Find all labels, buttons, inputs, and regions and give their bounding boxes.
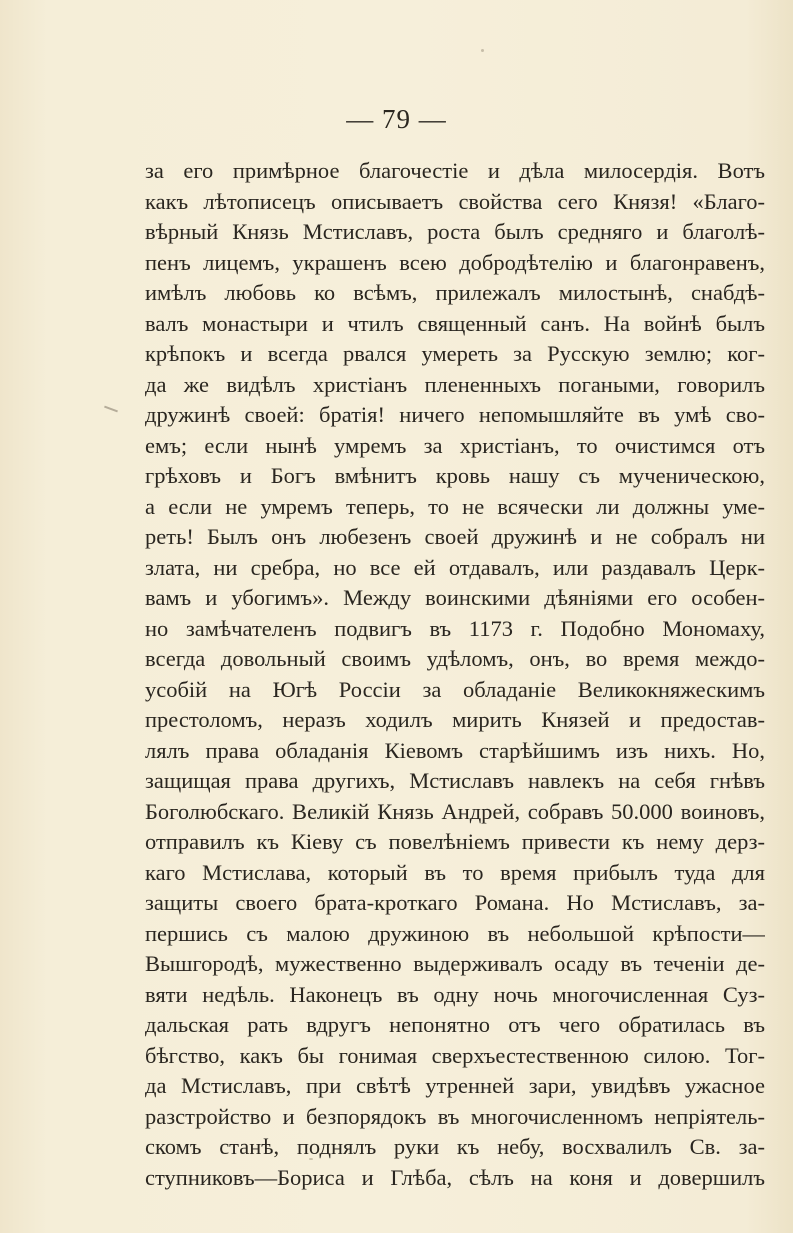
text-line: емъ; если нынѣ умремъ за христіанъ, то очистимся отъ [145,432,765,458]
text-line: скомъ станѣ, поднялъ руки къ небу, восхвалилъ Св. за- [145,1134,765,1159]
text-line: валъ монастыри и чтилъ священный санъ. На войнѣ былъ [145,310,765,336]
margin-mark [104,406,118,413]
text-line: всегда довольный своимъ удѣломъ, онъ, во время междо- [145,646,765,671]
text-line: да же видѣлъ христіанъ плененныхъ погаными, говорилъ [145,371,765,397]
text-line: за его примѣрное благочестіе и дѣла милосердія. Вотъ [145,158,765,183]
paper-speck [481,49,484,52]
text-line: вамъ и убогимъ». Между воинскими дѣяніями его особен- [145,585,765,610]
text-line: да Мстиславъ, при свѣтѣ утренней зари, увидѣвъ ужасное [145,1073,765,1098]
text-line: лялъ права обладанія Кіевомъ старѣйшимъ изъ нихъ. Но, [145,737,765,763]
text-line: но замѣчателенъ подвигъ въ 1173 г. Подобно Мономаху, [145,615,765,641]
text-line: имѣлъ любовь ко всѣмъ, прилежалъ милостынѣ, снабдѣ- [145,280,765,305]
text-line: бѣгство, какъ бы гонимая сверхъестественною силою. Тог- [145,1042,765,1068]
text-line: дружинѣ своей: братія! ничего непомышляйте въ умѣ сво- [145,402,765,427]
text-line: а если не умремъ теперь, то не всячески ли должны уме- [145,493,765,519]
text-line: пенъ лицемъ, украшенъ всею добродѣтелію и благонравенъ, [145,249,765,275]
text-line: реть! Былъ онъ любезенъ своей дружинѣ и не собралъ ни [145,524,765,549]
text-line: защищая права другихъ, Мстиславъ навлекъ на себя гнѣвъ [145,768,765,793]
text-line: вѣрный Князь Мстиславъ, роста былъ средняго и благолѣ- [145,219,765,244]
text-line: престоломъ, неразъ ходилъ мирить Князей и предостав- [145,707,765,732]
text-line: грѣховъ и Богъ вмѣнитъ кровь нашу съ мученическою, [145,463,765,488]
page-number: — 79 — [346,104,447,134]
body-text [145,156,765,1193]
text-line: першись съ малою дружиною въ небольшой крѣпости— [145,920,765,946]
text-line: злата, ни сребра, но все ей отдавалъ, или раздавалъ Церк- [145,554,765,580]
text-line: дальская рать вдругъ непонятно отъ чего обратилась въ [145,1012,765,1037]
text-line: Вышгородѣ, мужественно выдерживалъ осаду въ теченіи де- [145,951,765,976]
text-line: вяти недѣль. Наконецъ въ одну ночь многочисленная Суз- [145,981,765,1007]
text-line: Боголюбскаго. Великій Князь Андрей, собравъ 50.000 воиновъ, [145,798,765,824]
text-line: усобій на Югѣ Россіи за обладаніе Великокняжескимъ [145,676,765,702]
text-line: какъ лѣтописецъ описываетъ свойства сего Князя! «Благо- [145,188,765,214]
text-line: защиты своего брата-кроткаго Романа. Но Мстиславъ, за- [145,890,765,915]
text-line: ступниковъ—Бориса и Глѣба, сѣлъ на коня и довершилъ [145,1164,765,1190]
text-line: разстройство и безпорядокъ въ многочисленномъ непріятель- [145,1103,765,1129]
text-line: крѣпокъ и всегда рвался умереть за Русскую землю; ког- [145,341,765,366]
text-line: отправилъ къ Кіеву съ повелѣніемъ привести къ нему дерз- [145,829,765,854]
text-line: каго Мстислава, который въ то время прибылъ туда для [145,859,765,885]
